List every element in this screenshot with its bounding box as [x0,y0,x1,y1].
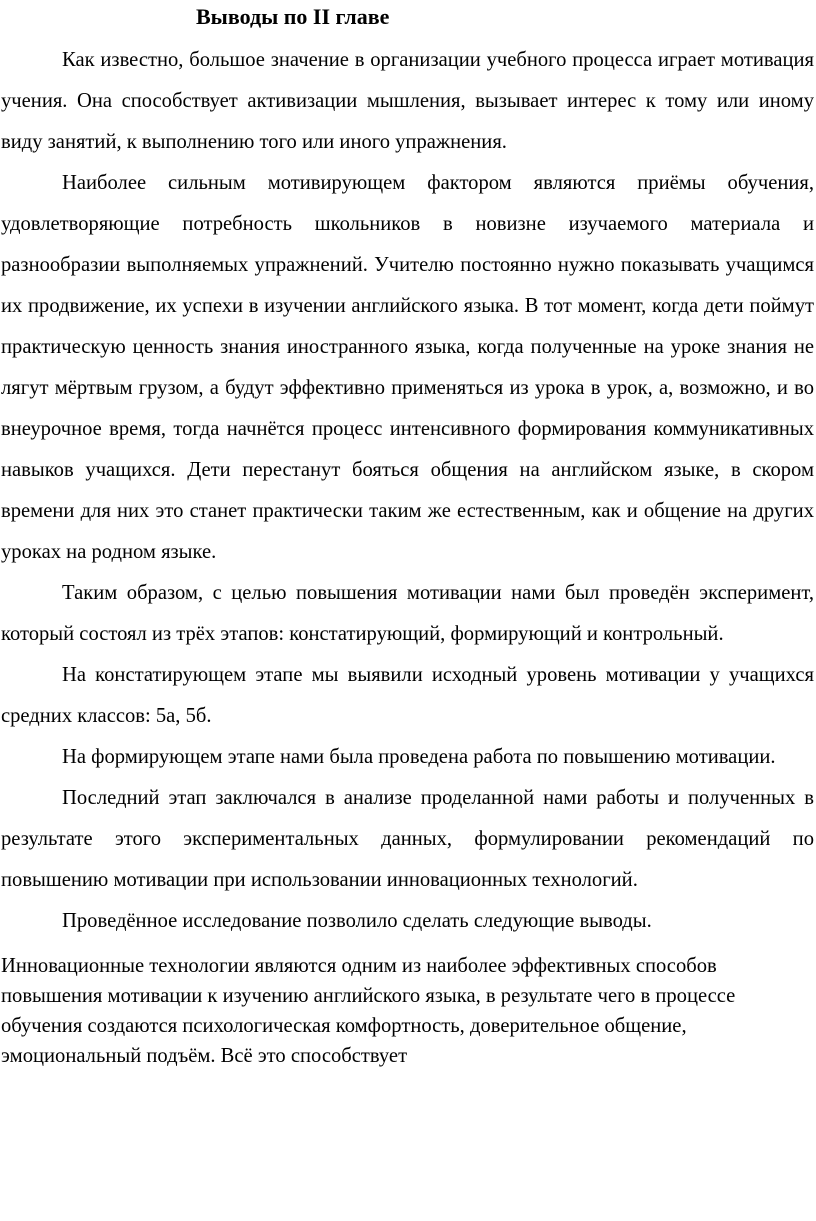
paragraph-motivating-factors: Наиболее сильным мотивирующем фактором являются приёмы обучения, удовлетворяющие потребность школьников в новизне изучаемого материала и разнообразии выполняемых упражнений. Учителю постоянно нужно показывать учащимся их продвижение, их успехи в изучении английского языка. В тот момент, когда дети поймут практическую ценность знания иностранного языка, когда полученные на уроке знания не лягут мёртвым грузом, а будут эффективно применяться из урока в урок, а, возможно, и во внеурочное время, тогда начнётся процесс интенсивного формирования коммуникативных навыков учащихся. Дети перестанут бояться общения на английском языке, в скором времени для них это станет практически таким же естественным, как и общение на других уроках на родном языке. [1,172,814,563]
paragraph-innovative-technologies: Инновационные технологии являются одним из наиболее эффективных способов повышения мотивации к изучению английского языка, в результате чего в процессе обучения создаются психологическая комфортность, доверительное общение, эмоциональный подъём. Всё это способствует [1,955,736,1067]
paragraph-conclusions-lead: Проведённое исследование позволило сделать следующие выводы. [62,910,652,932]
paragraph-motivation-intro: Как известно, большое значение в организации учебного процесса играет мотивация учения. Она способствует активизации мышления, вызывает интерес к тому или иному виду занятий, к выполнению того или иного упражнения. [1,49,814,153]
paragraph-ascertaining-stage: На констатирующем этапе мы выявили исходный уровень мотивации у учащихся средних классов: 5а, 5б. [1,664,814,727]
paragraph-forming-stage: На формирующем этапе нами была проведена работа по повышению мотивации. [62,746,776,768]
section-title: Выводы по II главе [196,4,390,29]
paragraph-experiment-stages: Таким образом, с целью повышения мотивации нами был проведён эксперимент, который состоял из трёх этапов: констатирующий, формирующий и контрольный. [1,582,814,645]
paragraph-final-stage: Последний этап заключался в анализе проделанной нами работы и полученных в результате этого экспериментальных данных, формулировании рекомендаций по повышению мотивации при использовании инновационных технологий. [1,787,814,891]
